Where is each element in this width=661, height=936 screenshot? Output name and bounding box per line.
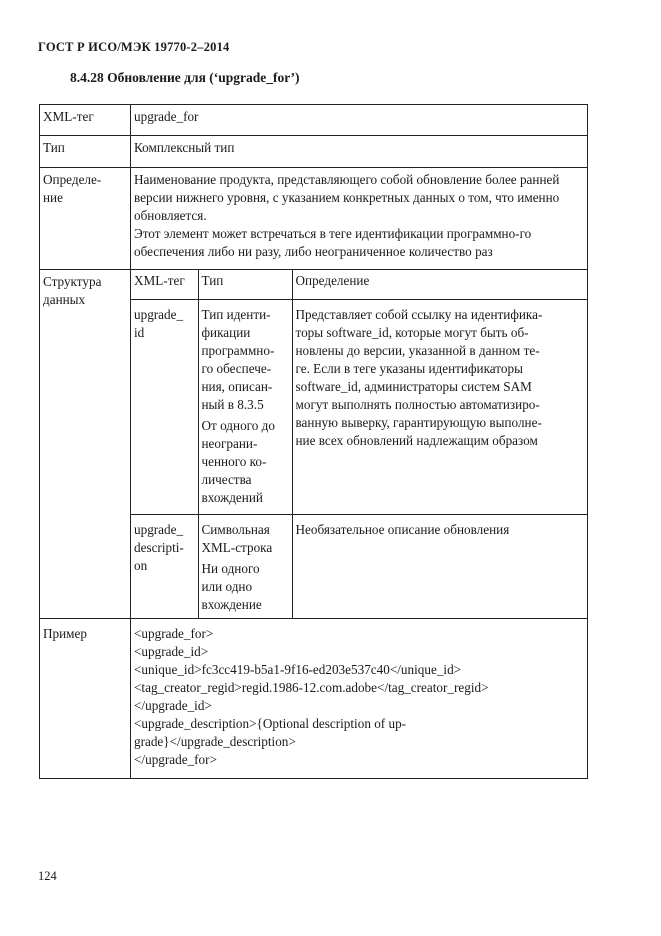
- example-cell: [131, 619, 588, 779]
- structure-header-row: [131, 269, 587, 299]
- item-definition: Представляет собой ссылку на идентифика- торы software_id, которые могут быть об- новлены до версии, указанной в данном те- ге. Если в теге указаны идентификаторы software_id, администраторы систем SAM могут выполнять полностью автоматизиро- ванную выверку, гарантирующую выполне- ние всех обновлений надлежащим образом: [292, 299, 587, 514]
- item-occurrence: Ни одного или одно вхождение: [201, 560, 262, 612]
- row-example: [40, 619, 588, 779]
- row-type: [40, 136, 588, 168]
- structure-label: Структура данных: [40, 270, 131, 619]
- item-definition: Необязательное описание обновления: [292, 514, 587, 618]
- page-number: 124: [38, 869, 57, 883]
- type-value: Комплексный тип: [131, 136, 588, 168]
- type-label: Тип: [40, 136, 131, 168]
- definition-value: [131, 168, 588, 270]
- row-xml-tag: [40, 105, 588, 136]
- definition-label: [40, 168, 131, 270]
- structure-table: [131, 269, 587, 618]
- table-row: [131, 299, 587, 514]
- definition-para-2: Этот элемент может встречаться в теге идентификации программно-го обеспечения либо ни разу, либо неограниченное количество раз: [134, 226, 532, 259]
- item-type-cell: [198, 514, 292, 618]
- structure-cell: [131, 270, 588, 619]
- item-type-cell: [198, 299, 292, 514]
- col-header-definition: Определение: [292, 269, 587, 299]
- item-occurrence: От одного до неограни- ченного ко- личества вхождений: [201, 417, 275, 505]
- item-tag: upgrade_ id: [131, 299, 198, 514]
- item-type: Тип иденти- фикации программно- го обеспече- ния, описан- ный в 8.3.5: [201, 306, 275, 412]
- row-structure: [40, 270, 588, 619]
- definition-para-1: Наименование продукта, представляющего собой обновление более ранней версии нижнего уровня, с указанием конкретных данных о том, что именно обновляется.: [134, 172, 560, 223]
- definition-table: [39, 104, 588, 779]
- document-header: ГОСТ Р ИСО/МЭК 19770-2–2014: [38, 40, 230, 54]
- xml-tag-label: XML-тег: [40, 105, 131, 136]
- section-heading: 8.4.28 Обновление для (‘upgrade_for’): [70, 70, 300, 85]
- row-definition: [40, 168, 588, 270]
- item-type: Символьная XML-строка: [201, 521, 273, 555]
- table-row: [131, 514, 587, 618]
- xml-tag-value: upgrade_for: [131, 105, 588, 136]
- example-code: <upgrade_for> <upgrade_id> <unique_id>fc3cc419-b5a1-9f16-ed203e537c40</unique_id> <tag_creator_regid>regid.1986-12.com.adobe</tag_creator_regid> </upgrade_id> <upgrade_description>{Optional description of up- grade}</upgrade_description> </upgrade_for>: [134, 626, 489, 767]
- definition-label-text: Определе- ние: [43, 172, 102, 205]
- col-header-xml-tag: XML-тег: [131, 269, 198, 299]
- item-tag: upgrade_ descripti- on: [131, 514, 198, 618]
- col-header-type: Тип: [198, 269, 292, 299]
- example-label: Пример: [40, 619, 131, 779]
